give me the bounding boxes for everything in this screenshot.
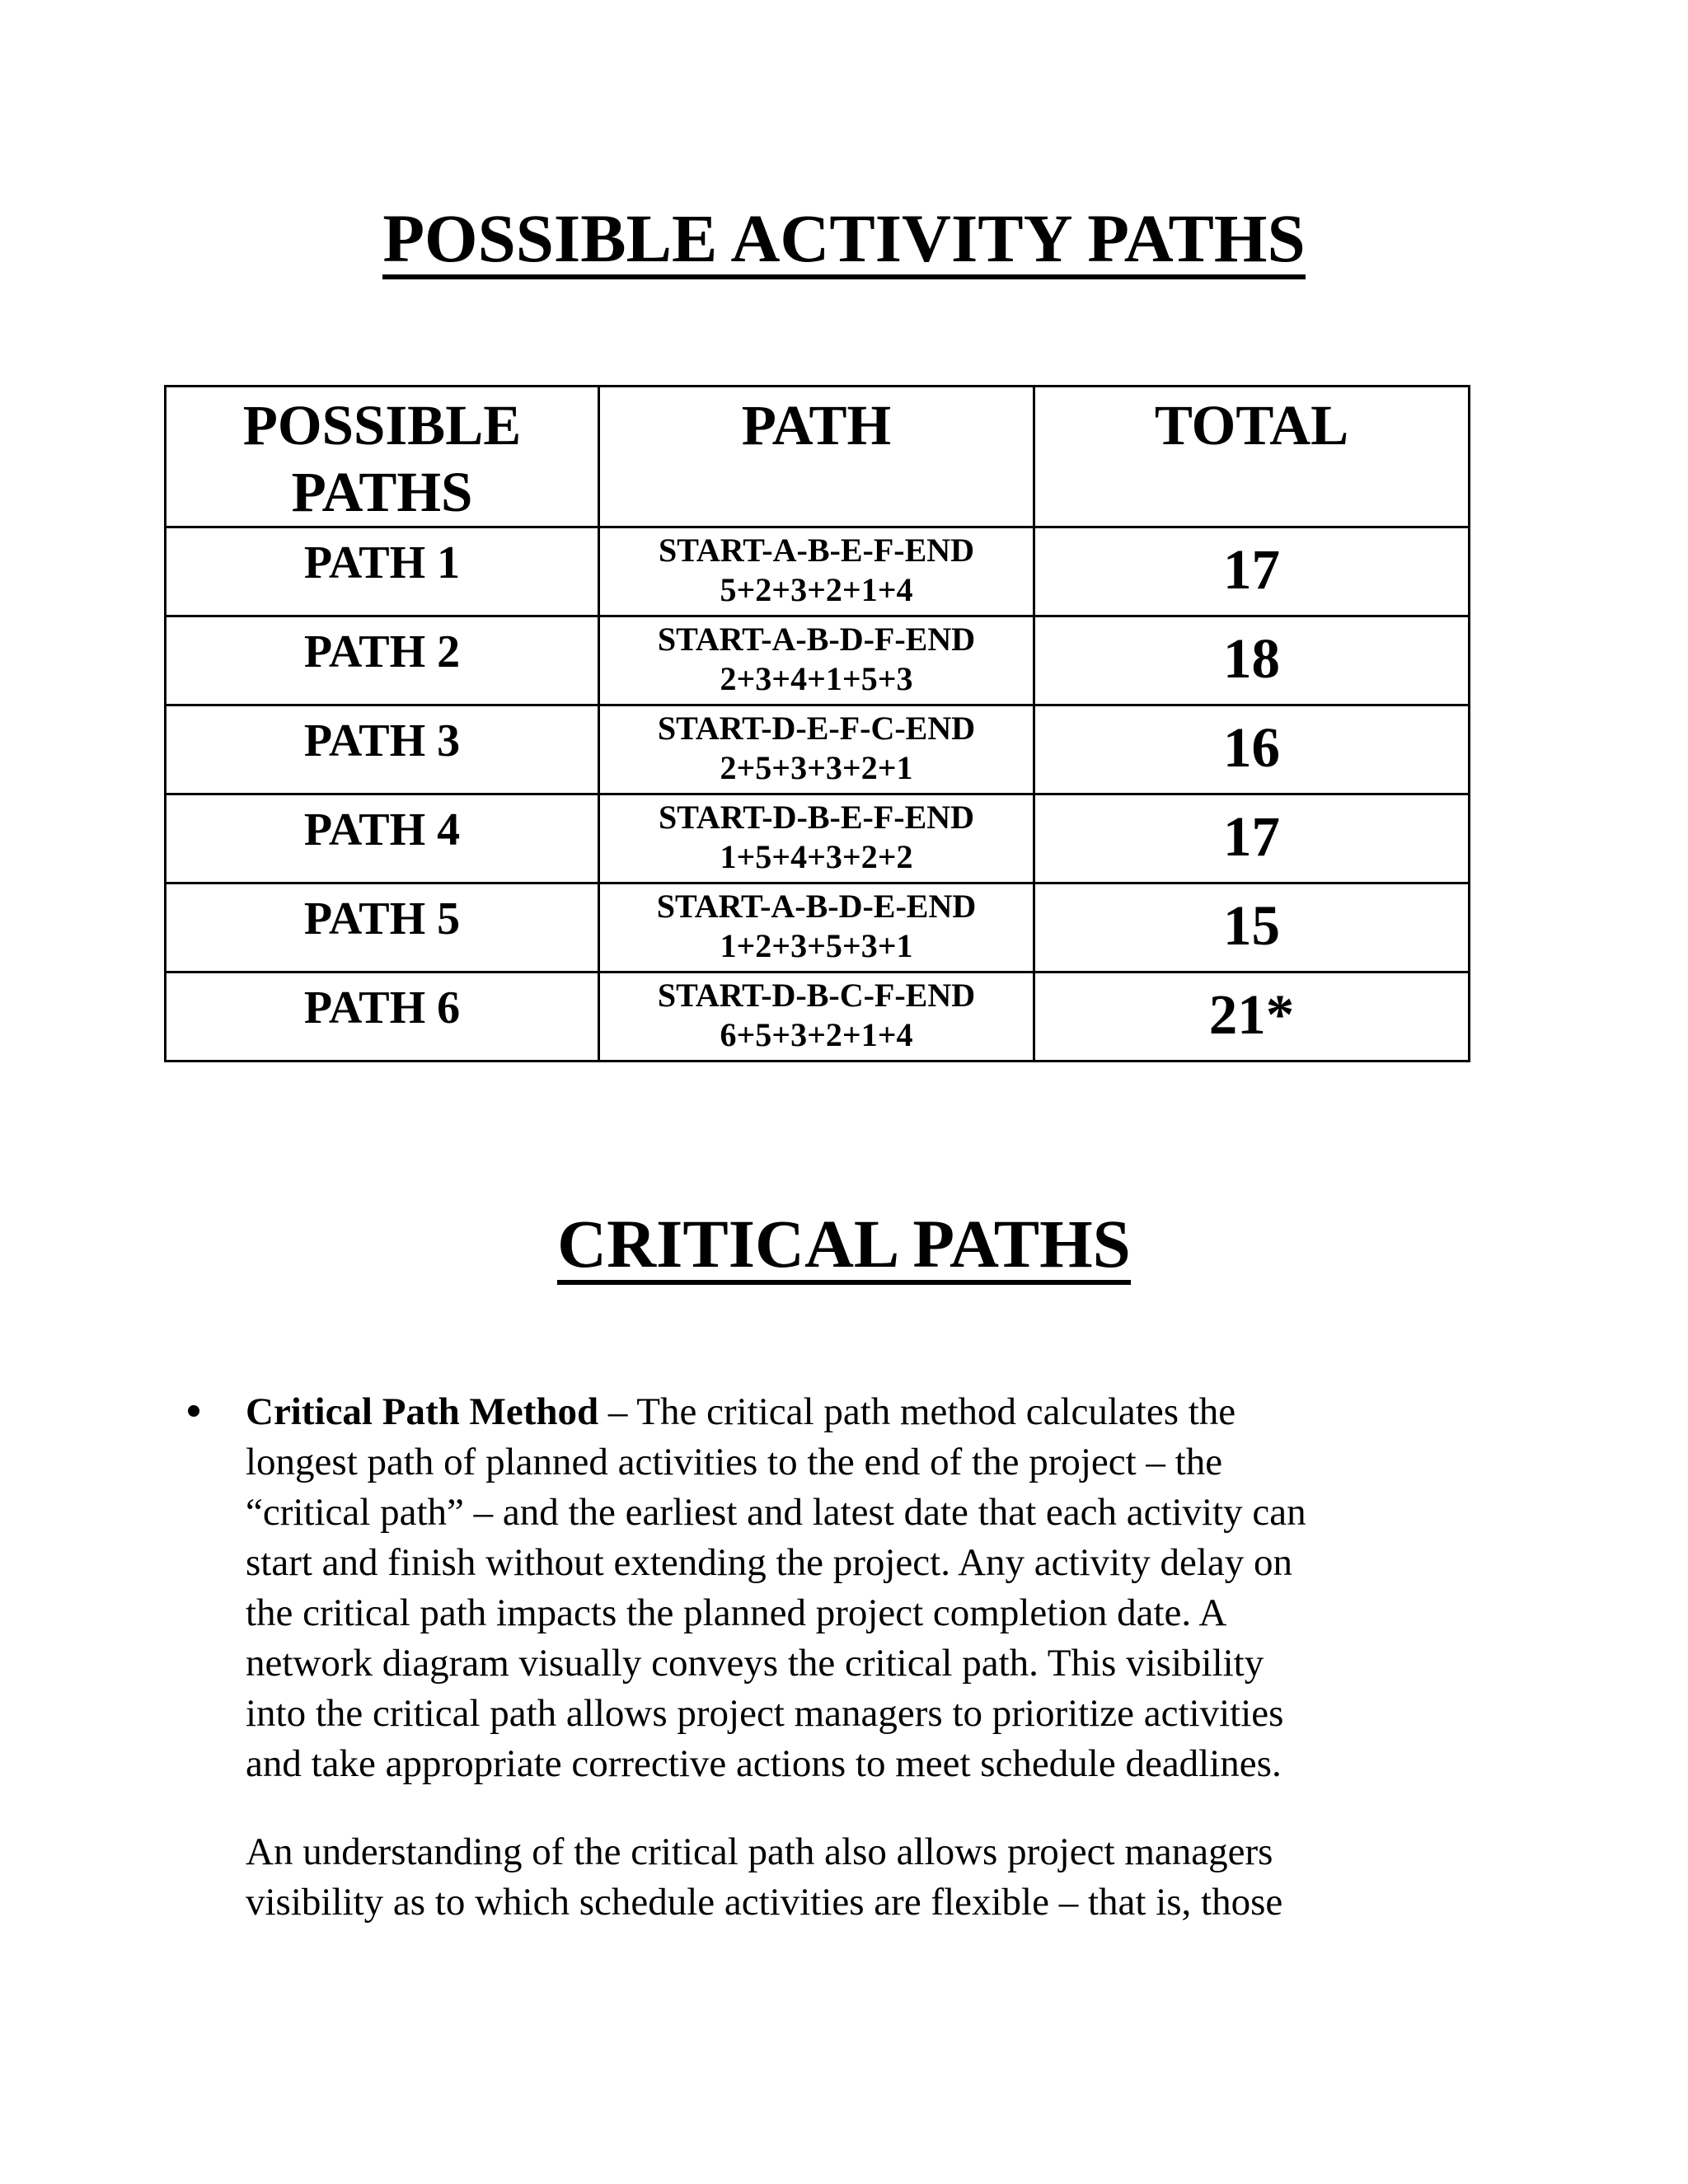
section-title-critical-paths bbox=[0, 1206, 1688, 1285]
path-durations: 6+5+3+2+1+4 bbox=[720, 1016, 913, 1053]
path-name-cell: PATH 5 bbox=[166, 883, 599, 972]
paragraph-line: “critical path” – and the earliest and latest date that each activity can bbox=[246, 1491, 1306, 1534]
title-text: POSSIBLE ACTIVITY PATHS bbox=[382, 204, 1305, 279]
paragraph-line: start and finish without extending the project. Any activity delay on bbox=[246, 1541, 1293, 1584]
critical-path-flexibility-paragraph bbox=[246, 1827, 1482, 1928]
table-row bbox=[166, 527, 1470, 616]
paragraph-line: network diagram visually conveys the critical path. This visibility bbox=[246, 1642, 1264, 1685]
paragraph-line: visibility as to which schedule activities are flexible – that is, those bbox=[246, 1881, 1283, 1924]
path-name-cell: PATH 2 bbox=[166, 616, 599, 705]
paragraph-line: longest path of planned activities to the end of the project – the bbox=[246, 1441, 1223, 1483]
path-sequence: START-D-B-C-F-END bbox=[657, 977, 976, 1014]
path-sequence: START-A-B-E-F-END bbox=[658, 532, 975, 569]
critical-path-method-paragraph bbox=[188, 1387, 1474, 1789]
header-line: PATHS bbox=[291, 461, 473, 523]
header-path: PATH bbox=[599, 387, 1034, 527]
path-sequence: START-D-B-E-F-END bbox=[658, 799, 975, 836]
path-route-cell bbox=[599, 972, 1034, 1062]
possible-paths-table bbox=[164, 385, 1470, 1062]
path-total-cell: 15 bbox=[1034, 883, 1470, 972]
term-critical-path-method: Critical Path Method bbox=[246, 1390, 599, 1433]
path-sequence: START-A-B-D-F-END bbox=[657, 621, 976, 658]
header-possible-paths bbox=[166, 387, 599, 527]
paragraph-line: An understanding of the critical path also allows project managers bbox=[246, 1830, 1273, 1873]
path-total-cell: 17 bbox=[1034, 527, 1470, 616]
bullet-list-item bbox=[188, 1387, 1474, 1789]
table-row bbox=[166, 972, 1470, 1062]
page-title-possible-activity-paths bbox=[0, 200, 1688, 279]
path-name-cell: PATH 4 bbox=[166, 794, 599, 883]
term-definition-start: – The critical path method calculates the bbox=[598, 1390, 1236, 1433]
table-header-row bbox=[166, 387, 1470, 527]
paragraph-line: the critical path impacts the planned project completion date. A bbox=[246, 1591, 1227, 1634]
paragraph-line: into the critical path allows project managers to prioritize activities bbox=[246, 1692, 1284, 1735]
path-durations: 1+2+3+5+3+1 bbox=[720, 927, 913, 964]
path-total-cell: 21* bbox=[1034, 972, 1470, 1062]
path-route-cell bbox=[599, 794, 1034, 883]
path-route-cell bbox=[599, 616, 1034, 705]
path-sequence: START-A-B-D-E-END bbox=[656, 888, 977, 925]
path-route-cell bbox=[599, 527, 1034, 616]
table-row bbox=[166, 794, 1470, 883]
path-sequence: START-D-E-F-C-END bbox=[657, 710, 976, 747]
path-durations: 5+2+3+2+1+4 bbox=[720, 571, 913, 608]
title-text: CRITICAL PATHS bbox=[557, 1210, 1131, 1285]
path-durations: 1+5+4+3+2+2 bbox=[720, 838, 913, 875]
path-total-cell: 18 bbox=[1034, 616, 1470, 705]
path-durations: 2+5+3+3+2+1 bbox=[720, 749, 913, 786]
table-row bbox=[166, 883, 1470, 972]
path-name-cell: PATH 3 bbox=[166, 705, 599, 794]
path-total-cell: 17 bbox=[1034, 794, 1470, 883]
path-route-cell bbox=[599, 883, 1034, 972]
paragraph-line: and take appropriate corrective actions to meet schedule deadlines. bbox=[246, 1742, 1282, 1785]
table-row bbox=[166, 705, 1470, 794]
path-total-cell: 16 bbox=[1034, 705, 1470, 794]
bullet-dot-icon bbox=[188, 1405, 199, 1417]
header-total: TOTAL bbox=[1034, 387, 1470, 527]
path-name-cell: PATH 6 bbox=[166, 972, 599, 1062]
path-name-cell: PATH 1 bbox=[166, 527, 599, 616]
header-line: POSSIBLE bbox=[242, 394, 522, 457]
paragraph-line bbox=[246, 1387, 1474, 1437]
path-durations: 2+3+4+1+5+3 bbox=[720, 660, 913, 697]
table-row bbox=[166, 616, 1470, 705]
path-route-cell bbox=[599, 705, 1034, 794]
